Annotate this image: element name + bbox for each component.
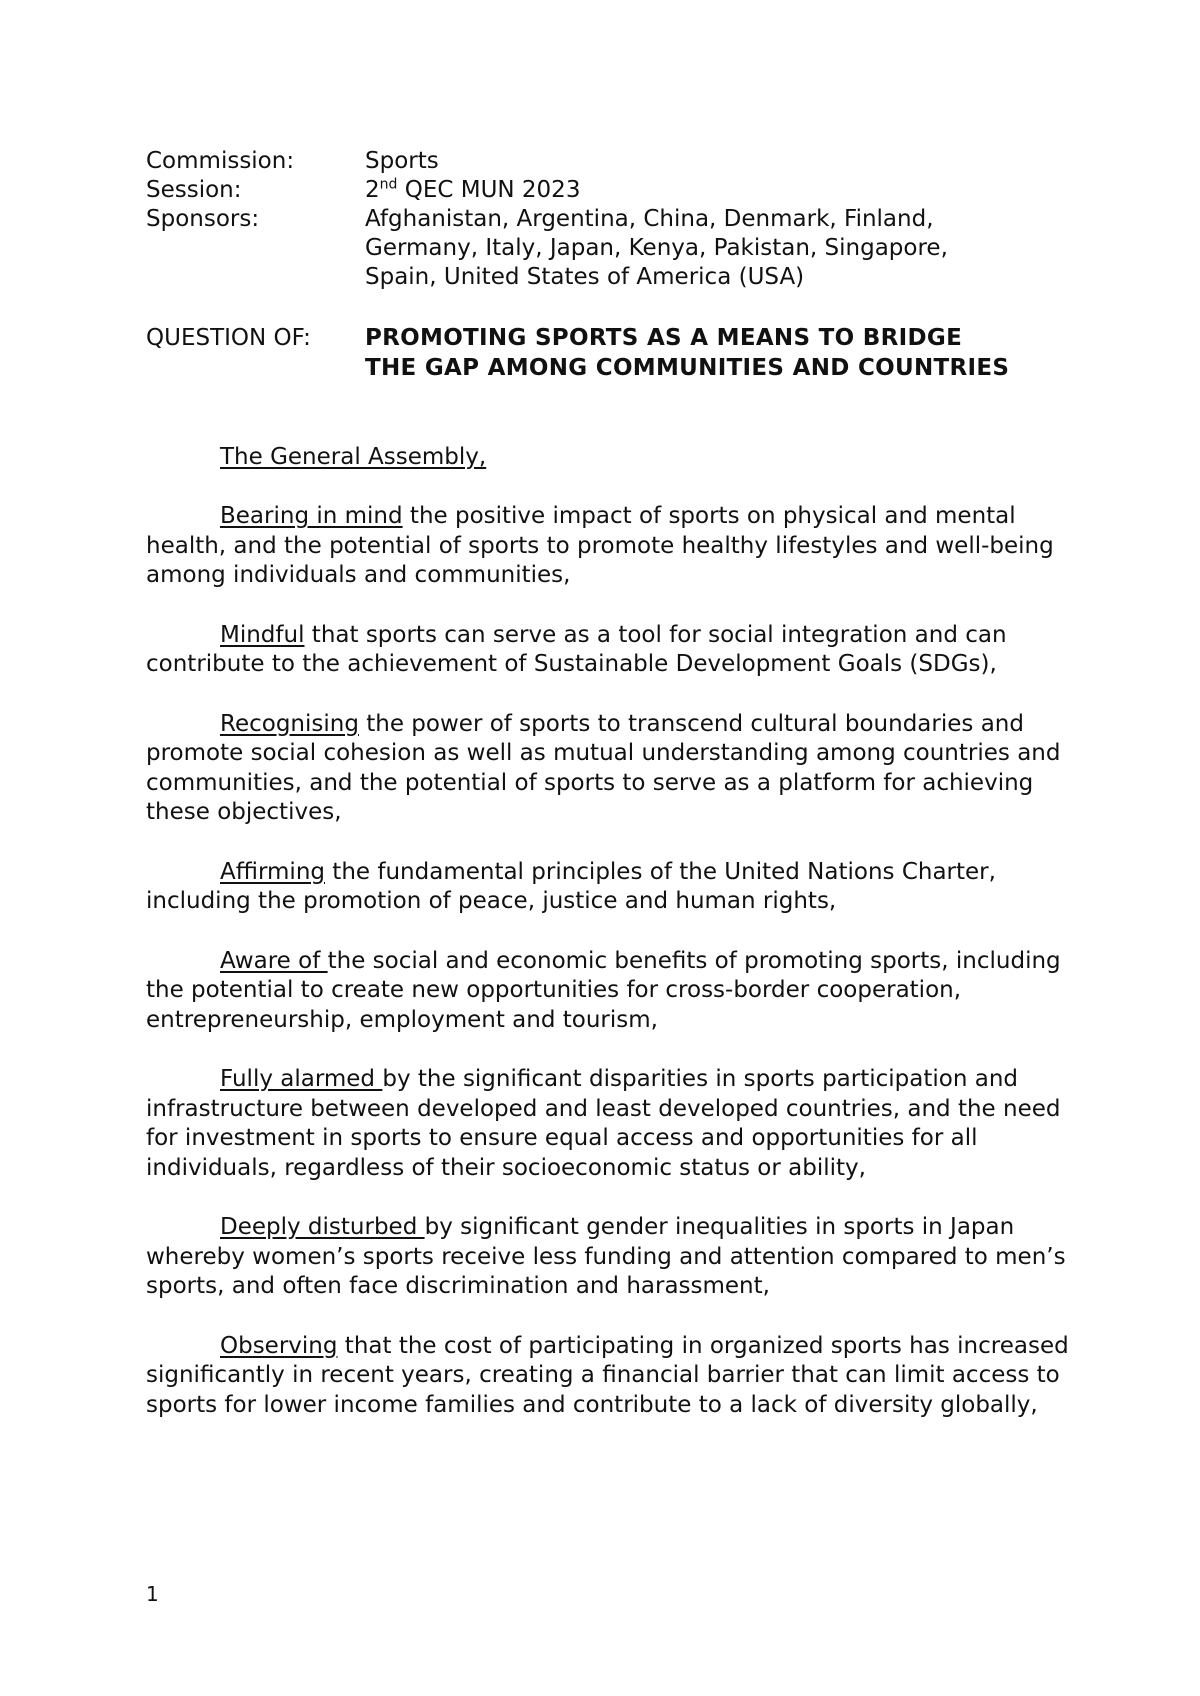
clause-text: that sports can serve as a tool for social integration and can contribute to the achievement of Sustainable Development Goals (SDGs),	[146, 621, 1007, 677]
clause-phrase: Observing	[220, 1332, 338, 1359]
clause	[146, 621, 1076, 680]
clause-phrase: Recognising	[220, 710, 359, 737]
sponsors-row	[0, 205, 1200, 234]
sponsors-line-3: Spain, United States of America (USA)	[365, 264, 805, 290]
clause-phrase: Deeply disturbed	[220, 1214, 425, 1240]
sponsors-line-1: Afghanistan, Argentina, China, Denmark, Finland,	[365, 206, 934, 232]
clause	[146, 1065, 1076, 1183]
clause-phrase: Fully alarmed	[220, 1066, 383, 1092]
session-ordinal: 2	[365, 177, 380, 203]
clause-text: that the cost of participating in organized sports has increased significantly in recent years, creating a financial barrier that can limit access to sports for lower income families and contribute to a lack of diversity globally,	[146, 1332, 1069, 1418]
clause	[146, 1332, 1076, 1421]
session-row	[0, 176, 1200, 205]
commission-row	[0, 147, 1200, 176]
general-assembly-heading: The General Assembly,	[220, 444, 487, 470]
clause-phrase: Mindful	[220, 621, 305, 648]
commission-label: Commission:	[146, 148, 295, 174]
clause	[146, 1213, 1076, 1302]
clause	[146, 710, 1076, 828]
question-label: QUESTION OF:	[146, 325, 311, 351]
clause	[146, 858, 1076, 917]
sponsors-row-3	[0, 263, 1200, 292]
clause-phrase: Affirming	[220, 858, 325, 885]
commission-value: Sports	[365, 148, 439, 174]
question-title-line-1: PROMOTING SPORTS AS A MEANS TO BRIDGE	[365, 325, 963, 351]
session-ordinal-suffix: nd	[379, 176, 398, 193]
session-name: QEC MUN 2023	[397, 177, 581, 203]
preambulatory-clauses	[146, 502, 1076, 1450]
sponsors-row-2	[0, 234, 1200, 263]
sponsors-label: Sponsors:	[146, 206, 260, 232]
clause-text: the positive impact of sports on physical and mental health, and the potential of sports to promote healthy lifestyles and well-being among individuals and communities,	[146, 503, 1054, 588]
question-title-line-2: THE GAP AMONG COMMUNITIES AND COUNTRIES	[365, 355, 1010, 381]
clause-text: by the significant disparities in sports participation and infrastructure between developed and least developed countries, and the need for investment in sports to ensure equal access and opportunities for all individuals, regardless of their socioeconomic status or ability,	[146, 1066, 1061, 1181]
clause-text: the social and economic benefits of promoting sports, including the potential to create new opportunities for cross-border cooperation, entrepreneurship, employment and tourism,	[146, 947, 1061, 1033]
question-title	[365, 323, 1125, 383]
clause-phrase: Bearing in mind	[220, 503, 403, 529]
session-value	[365, 176, 1065, 205]
session-label: Session:	[146, 177, 242, 203]
clause	[146, 502, 1076, 591]
clause	[146, 947, 1076, 1036]
page-number: 1	[146, 1582, 159, 1606]
clause-text: the power of sports to transcend cultural boundaries and promote social cohesion as well as mutual understanding among countries and communities, and the potential of sports to serve as a platform for achieving these objectives,	[146, 710, 1061, 825]
sponsors-line-2: Germany, Italy, Japan, Kenya, Pakistan, Singapore,	[365, 235, 948, 261]
clause-text: by significant gender inequalities in sports in Japan whereby women’s sports receive less funding and attention compared to men’s sports, and often face discrimination and harassment,	[146, 1214, 1066, 1299]
clause-phrase: Aware of	[220, 947, 328, 974]
clause-text: the fundamental principles of the United Nations Charter, including the promotion of peace, justice and human rights,	[146, 858, 996, 914]
